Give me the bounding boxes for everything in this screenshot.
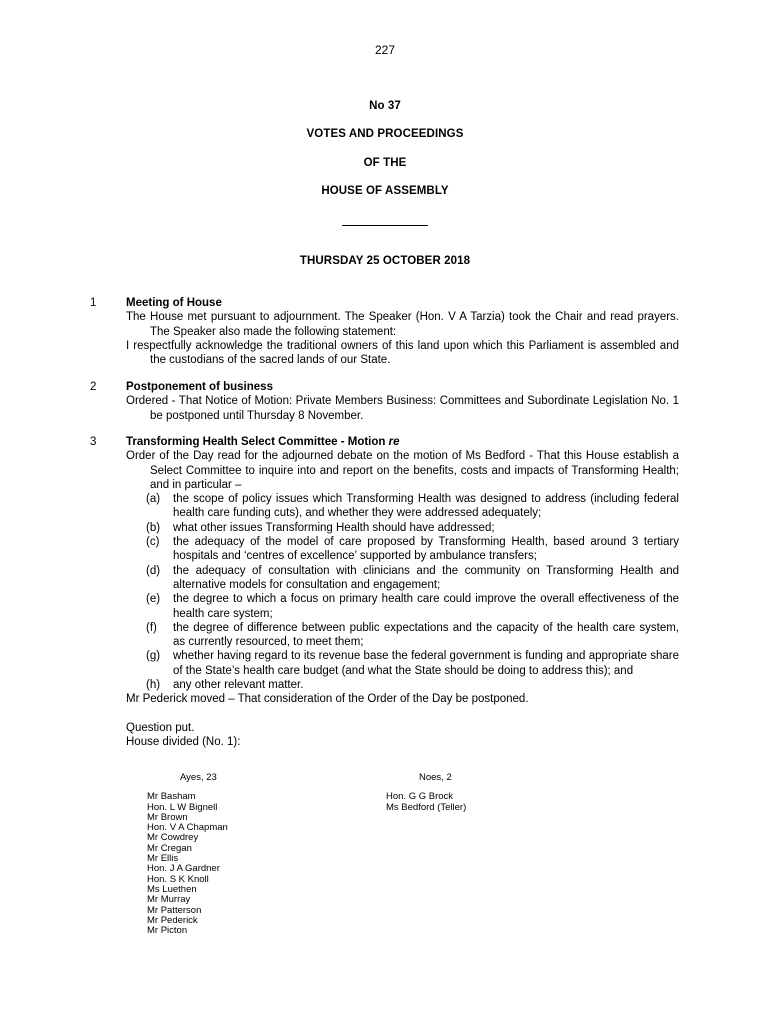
subitem-label: (f) bbox=[146, 621, 157, 634]
ayes-list bbox=[147, 792, 228, 936]
item-paragraph: The House met pursuant to adjournment. The Speaker (Hon. V A Tarzia) took the Chair and read prayers. The Speaker also made the following statement: bbox=[126, 311, 679, 338]
ayes-member: Hon. V A Chapman bbox=[147, 822, 228, 834]
item-number: 3 bbox=[90, 436, 97, 448]
subitem-text: the degree to which a focus on primary health care could improve the overall effectiveness of the health care system; bbox=[173, 593, 679, 620]
subitem bbox=[126, 564, 679, 593]
ayes-member: Mr Cowdrey bbox=[147, 832, 199, 844]
ayes-member: Mr Picton bbox=[147, 925, 188, 937]
ayes-member: Hon. J A Gardner bbox=[147, 863, 220, 875]
noes-member: Ms Bedford (Teller) bbox=[386, 801, 467, 813]
title-divider bbox=[342, 225, 428, 226]
subitem-text: whether having regard to its revenue base the federal government is funding and appropriate share of the State’s health care budget (and what the State should be doing to address this); and bbox=[173, 650, 679, 677]
title-line-1: VOTES AND PROCEEDINGS bbox=[306, 128, 464, 140]
house-divided: House divided (No. 1): bbox=[126, 735, 241, 748]
ayes-member: Mr Cregan bbox=[147, 842, 192, 854]
item-paragraph: Ordered - That Notice of Motion: Private Members Business: Committees and Subordinate Legislation No. 1 be postponed until Thursday 8 November. bbox=[126, 395, 679, 422]
item-intro: Order of the Day read for the adjourned debate on the motion of Ms Bedford - That this House establish a Select Committee to inquire into and report on the benefits, costs and impacts of Transforming Health; and in particular – bbox=[126, 450, 679, 491]
noes-list bbox=[386, 792, 466, 813]
noes-member: Hon. G G Brock bbox=[386, 791, 454, 803]
sitting-date: THURSDAY 25 OCTOBER 2018 bbox=[299, 255, 471, 267]
ayes-member: Mr Ellis bbox=[147, 853, 179, 865]
subitem bbox=[126, 621, 679, 650]
ayes-member: Mr Pederick bbox=[147, 914, 198, 926]
item-number: 1 bbox=[90, 297, 97, 309]
subitem-label: (b) bbox=[146, 521, 161, 534]
ayes-heading: Ayes, 23 bbox=[180, 772, 217, 783]
item-title-text: Transforming Health Select Committee - Motion bbox=[126, 436, 386, 448]
ayes-member: Ms Luethen bbox=[147, 883, 197, 895]
subitem bbox=[126, 592, 679, 621]
item-title: Postponement of business bbox=[126, 381, 273, 393]
title-line-2: OF THE bbox=[363, 157, 407, 169]
subitem-label: (a) bbox=[146, 493, 161, 506]
subitem-text: what other issues Transforming Health should have addressed; bbox=[173, 521, 495, 534]
item-number: 2 bbox=[90, 381, 97, 393]
item-title-suffix: re bbox=[388, 436, 400, 448]
subitem-text: the degree of difference between public expectations and the capacity of the health care system, as currently resourced, to meet them; bbox=[173, 621, 679, 649]
subitem-text: the scope of policy issues which Transforming Health was designed to address (including federal health care funding cuts), and whether they were addressed adequately; bbox=[173, 493, 679, 520]
item-paragraph: I respectfully acknowledge the traditional owners of this land upon which this Parliament is assembled and the custodians of the sacred lands of our State. bbox=[126, 339, 679, 367]
subitem-text: the adequacy of consultation with clinicians and the community on Transforming Health and alternative models for consultation and engagement; bbox=[173, 564, 679, 591]
subitem-label: (c) bbox=[146, 536, 160, 549]
noes-column bbox=[386, 773, 466, 813]
subitem-label: (g) bbox=[146, 650, 161, 663]
ayes-member: Mr Murray bbox=[147, 894, 191, 906]
page-number: 227 bbox=[374, 43, 396, 57]
item-title: Meeting of House bbox=[126, 297, 222, 309]
ayes-member: Mr Patterson bbox=[147, 904, 202, 916]
subitem bbox=[126, 535, 679, 564]
item-title bbox=[126, 435, 679, 449]
subitem bbox=[126, 492, 679, 521]
subitem-label: (d) bbox=[146, 564, 161, 577]
subitem-label: (h) bbox=[146, 679, 161, 692]
motion-moved: Mr Pederick moved – That consideration of the Order of the Day be postponed. bbox=[126, 693, 529, 706]
subitem bbox=[126, 649, 679, 678]
ayes-column bbox=[147, 773, 228, 936]
ayes-member: Mr Basham bbox=[147, 791, 196, 803]
subitem bbox=[126, 678, 679, 692]
ayes-member: Mr Brown bbox=[147, 811, 188, 823]
ayes-member: Hon. S K Knoll bbox=[147, 873, 209, 885]
subitem-text: any other relevant matter. bbox=[173, 679, 304, 692]
title-line-3: HOUSE OF ASSEMBLY bbox=[321, 185, 449, 197]
issue-number: No 37 bbox=[369, 100, 401, 112]
subitem-list bbox=[126, 492, 679, 692]
question-put: Question put. bbox=[126, 721, 195, 734]
noes-heading: Noes, 2 bbox=[419, 772, 452, 783]
subitem-text: the adequacy of the model of care proposed by Transforming Health, based around 3 tertiary hospitals and ‘centres of excellence’ supported by ambulance transfers; bbox=[173, 536, 679, 563]
subitem-label: (e) bbox=[146, 593, 161, 606]
subitem bbox=[126, 521, 679, 535]
ayes-member: Hon. L W Bignell bbox=[147, 801, 218, 813]
